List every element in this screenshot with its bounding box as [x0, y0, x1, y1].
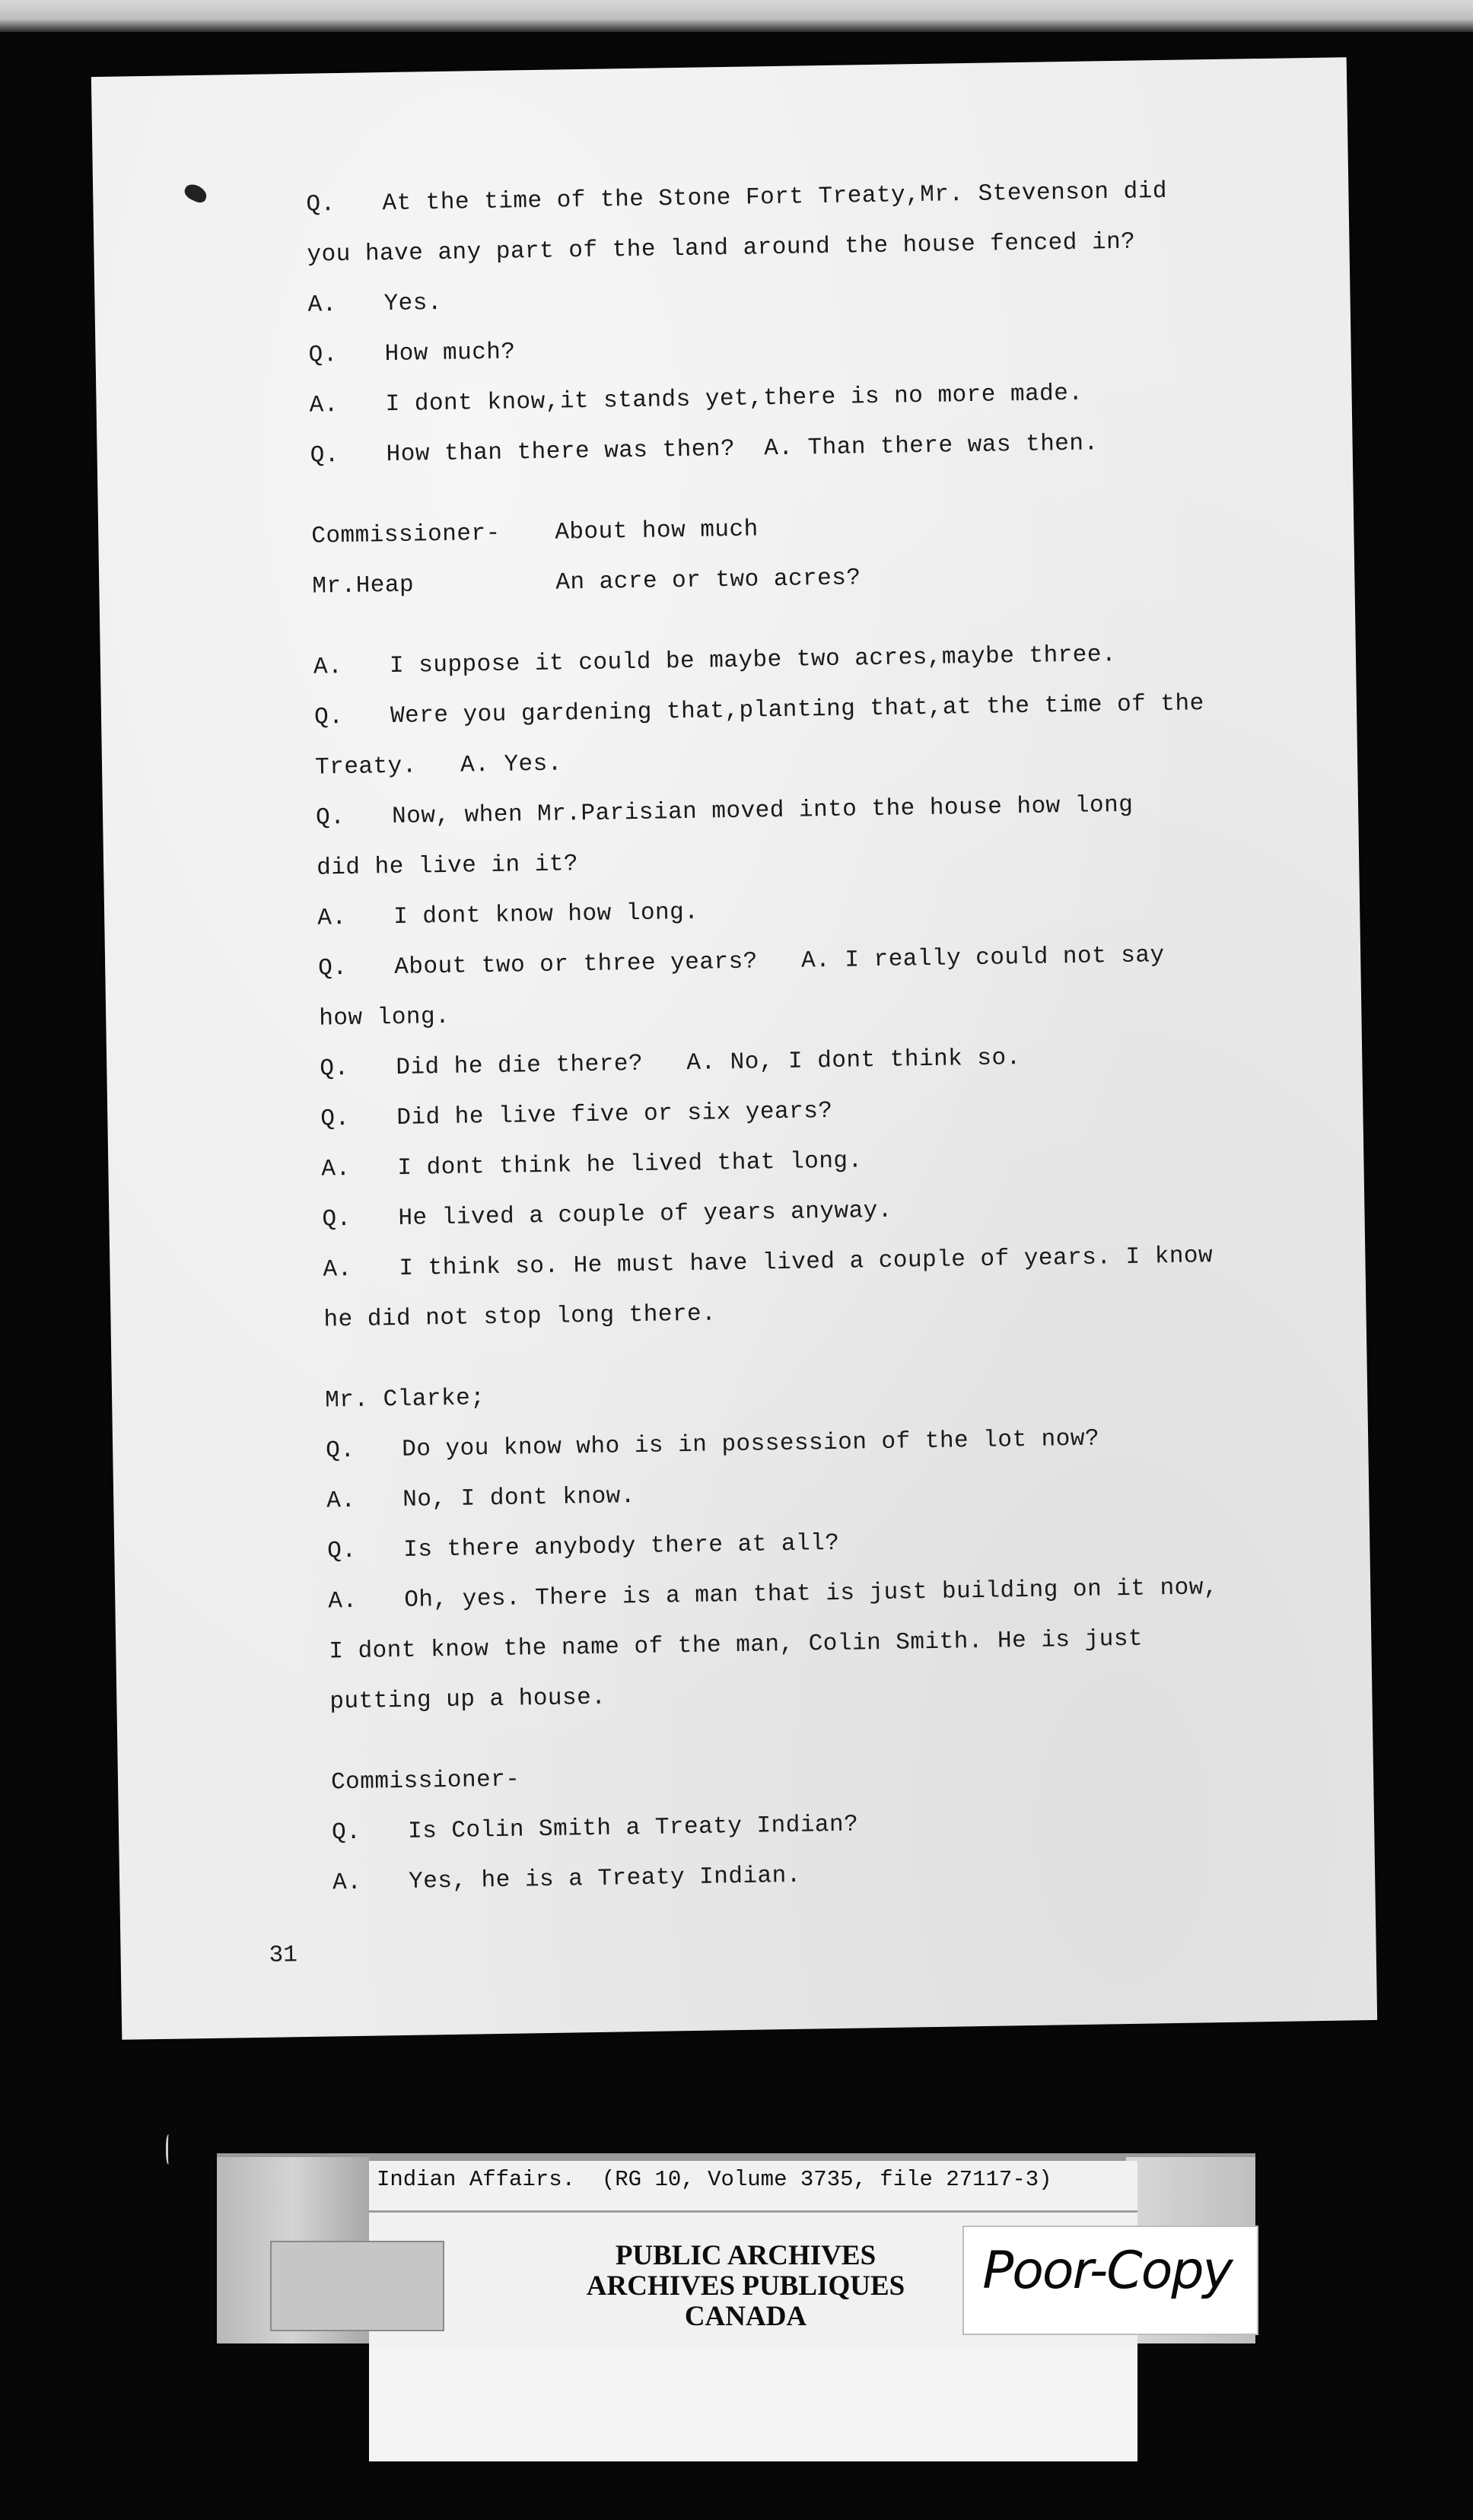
line-text: I dont know,it stands yet,there is no more made. — [385, 380, 1083, 418]
line-text: I dont think he lived that long. — [397, 1147, 863, 1182]
line-text: How much? — [384, 339, 516, 368]
poor-copy-note: Poor-Copy — [982, 2241, 1232, 2301]
archive-reference: Indian Affairs. (RG 10, Volume 3735, file 27117-3) — [377, 2167, 1052, 2192]
line-text: No, I dont know. — [402, 1483, 636, 1513]
film-edge — [0, 0, 1473, 32]
film-speck — [1358, 761, 1381, 773]
qa-marker: Q. — [315, 804, 345, 832]
qa-marker: A. — [321, 1155, 351, 1183]
line-text: Were you gardening that,planting that,at the time of the — [390, 690, 1205, 730]
line-text: Treaty. A. Yes. — [314, 750, 563, 781]
line-text: Oh, yes. There is a man that is just building on it now, — [404, 1574, 1219, 1614]
qa-marker: Q. — [327, 1537, 357, 1565]
stamp-line-2: ARCHIVES PUBLIQUES — [586, 2270, 905, 2302]
stamp-line-1: PUBLIC ARCHIVES — [615, 2240, 876, 2271]
qa-marker: Q. — [322, 1205, 352, 1233]
qa-marker: Q. — [313, 704, 344, 731]
line-text: you have any part of the land around the house fenced in? — [307, 228, 1136, 269]
line-text: Yes, he is a Treaty Indian. — [408, 1862, 802, 1895]
qa-marker: Q. — [318, 954, 348, 982]
speaker-label: Commissioner- — [330, 1766, 520, 1796]
speaker-text: About how much — [555, 516, 759, 546]
line-text: He lived a couple of years anyway. — [398, 1197, 893, 1232]
line-text: I think so. He must have lived a couple of years. I know — [399, 1242, 1214, 1282]
line-text: Is there anybody there at all? — [403, 1529, 840, 1564]
line-text: Did he die there? A. No, I dont think so. — [396, 1045, 1021, 1081]
line-text: At the time of the Stone Fort Treaty,Mr. Stevenson did — [382, 177, 1168, 218]
page-number: 31 — [269, 1942, 298, 1969]
typed-page — [91, 57, 1377, 2040]
qa-marker: Q. — [306, 191, 336, 218]
speaker-label: Commissioner- — [311, 520, 501, 550]
line-text: About two or three years? A. I really could not say — [393, 942, 1165, 982]
line-text: Now, when Mr.Parisian moved into the house how long — [391, 791, 1134, 831]
archive-label-blank-area — [369, 2347, 1137, 2461]
archive-label-inset — [270, 2241, 444, 2331]
line-text: he did not stop long there. — [323, 1300, 717, 1334]
qa-marker: A. — [332, 1869, 362, 1897]
line-text: putting up a house. — [329, 1684, 606, 1716]
film-mark — [166, 2134, 173, 2165]
qa-marker: A. — [323, 1255, 352, 1284]
line-text: Is Colin Smith a Treaty Indian? — [407, 1811, 859, 1845]
line-text: I dont know the name of the man, Colin Smith. He is just — [329, 1625, 1144, 1666]
qa-marker: A. — [326, 1487, 356, 1515]
qa-marker: A. — [309, 392, 339, 419]
line-text: Yes. — [383, 289, 443, 318]
speaker-label: Mr.Heap — [312, 571, 415, 600]
line-text: I dont know how long. — [393, 899, 699, 931]
speaker-label: Mr. Clarke; — [324, 1385, 485, 1414]
qa-marker: A. — [317, 904, 347, 932]
qa-marker: A. — [307, 291, 338, 319]
line-text: How than there was then? A. Than there was then. — [386, 430, 1099, 469]
qa-marker: A. — [313, 654, 343, 681]
ink-blot — [182, 182, 209, 205]
qa-marker: Q. — [331, 1818, 361, 1847]
speaker-text: An acre or two acres? — [555, 565, 861, 597]
transcript-text — [306, 164, 1345, 1909]
archives-stamp — [548, 2241, 943, 2332]
qa-marker: Q. — [308, 342, 339, 369]
line-text: Do you know who is in possession of the lot now? — [401, 1425, 1100, 1463]
qa-marker: Q. — [320, 1105, 350, 1133]
qa-marker: Q. — [320, 1055, 349, 1083]
qa-marker: Q. — [325, 1437, 355, 1465]
stamp-line-3: CANADA — [684, 2301, 807, 2332]
qa-marker: A. — [328, 1587, 358, 1615]
line-text: did he live in it? — [316, 851, 579, 882]
qa-marker: Q. — [310, 442, 340, 469]
line-text: Did he live five or six years? — [396, 1097, 833, 1131]
line-text: I suppose it could be maybe two acres,maybe three. — [389, 641, 1117, 680]
archive-divider — [369, 2210, 1137, 2213]
line-text: how long. — [319, 1003, 450, 1032]
